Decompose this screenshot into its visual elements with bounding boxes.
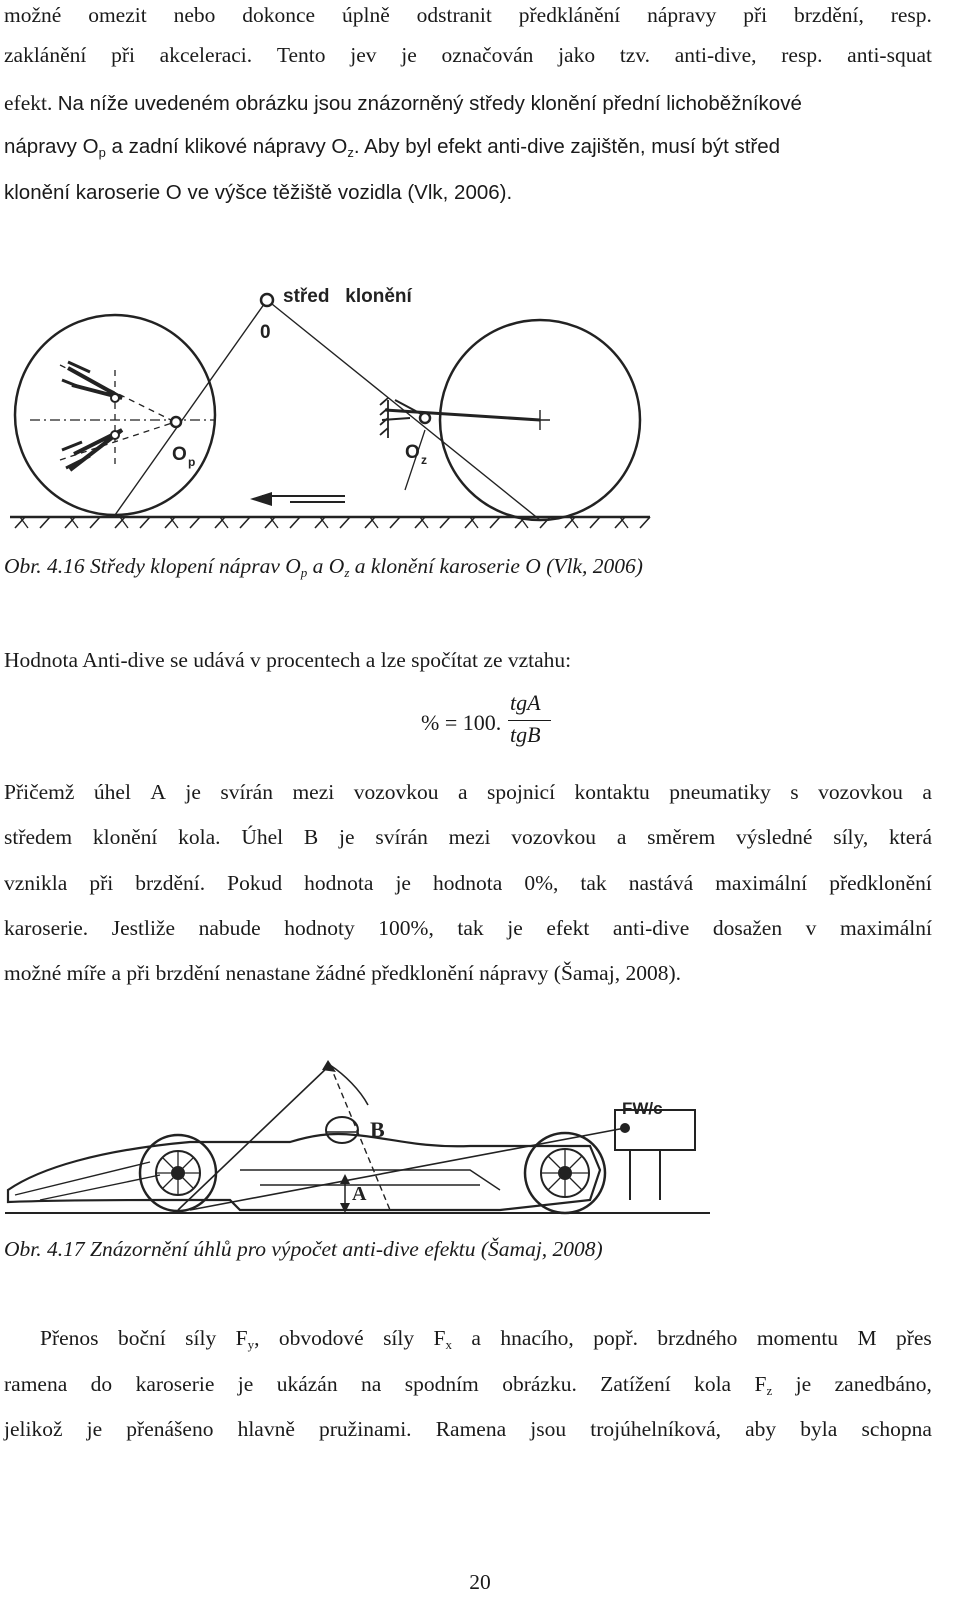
word: efekt <box>546 916 590 940</box>
word: na <box>361 1372 382 1396</box>
word: v <box>805 916 817 940</box>
word: síly, <box>833 825 869 849</box>
anti-dive-formula <box>421 690 588 770</box>
word: hodnota <box>304 871 374 895</box>
word: M <box>857 1326 877 1350</box>
label-pitch-centre: střed klonění <box>283 286 412 307</box>
word: Přičemž <box>4 780 75 804</box>
word: brzdění, <box>794 3 864 27</box>
word: anti-squat <box>847 43 932 67</box>
fraction-bar <box>508 720 551 721</box>
p1-line4: nápravy $O_p$ a zadní klikové nápravy $O_z$. Aby byl efekt anti-dive zajištěn, musí být střed <box>4 135 781 160</box>
word: Přenos <box>40 1326 99 1350</box>
word: vznikla <box>4 871 68 895</box>
p3-line5: možné míře a při brzdění nenastane žádné předklonění nápravy (Šamaj, 2008). <box>4 961 681 985</box>
svg-text:z: z <box>421 453 427 467</box>
formula-lhs: % = 100. <box>421 710 502 735</box>
word: klonění <box>92 825 158 849</box>
word: anti-dive, <box>674 43 757 67</box>
p4-line1 <box>40 1323 932 1353</box>
word: ramena <box>4 1372 68 1396</box>
word: nebo <box>173 3 216 27</box>
word: nabude <box>198 916 261 940</box>
word: Tento <box>276 43 326 67</box>
word: označován <box>441 43 534 67</box>
word: středem <box>4 825 73 849</box>
word: Jestliže <box>111 916 176 940</box>
word: $F_y$, <box>235 1326 260 1352</box>
word: a <box>457 780 468 804</box>
word: jako <box>558 43 596 67</box>
word: Úhel <box>241 825 284 849</box>
word: aby <box>745 1417 777 1441</box>
page-number: 20 <box>469 1570 491 1594</box>
word: je <box>395 871 411 895</box>
word: kola. <box>178 825 221 849</box>
word: hnacího, <box>500 1326 574 1350</box>
word: hlavně <box>237 1417 295 1441</box>
word: síly <box>383 1326 415 1350</box>
p3-line2 <box>4 822 932 852</box>
word: maximální <box>715 871 808 895</box>
word: brzdění. <box>135 871 206 895</box>
word: $F_x$ <box>433 1326 453 1352</box>
word: je <box>185 780 201 804</box>
word: akceleraci. <box>159 43 253 67</box>
word: směrem <box>647 825 716 849</box>
word: úplně <box>341 3 390 27</box>
word: při <box>743 3 768 27</box>
word: $F_z$ <box>754 1372 773 1398</box>
p3-line4 <box>4 913 932 943</box>
p4-line3 <box>4 1414 932 1444</box>
word: anti-dive <box>612 916 690 940</box>
word: je <box>795 1372 812 1396</box>
word: A <box>150 780 166 804</box>
word: je <box>401 43 417 67</box>
word: dosažen <box>712 916 783 940</box>
word: s <box>790 780 799 804</box>
p1-line3: efekt. Na níže uvedeném obrázku jsou znázorněný středy klonění přední lichoběžníkové <box>4 91 802 115</box>
formula-numerator: tgA <box>510 690 541 715</box>
p1-line5: klonění karoserie O ve výšce těžiště vozidla (Vlk, 2006). <box>4 181 513 204</box>
word: předklánění <box>518 3 621 27</box>
p1-line1 <box>4 0 932 30</box>
word: předklonění <box>829 871 932 895</box>
word: mezi <box>448 825 491 849</box>
label-op: O <box>172 444 187 465</box>
p4-line2 <box>4 1369 932 1399</box>
word: možné <box>4 3 62 27</box>
word: karoserie <box>135 1372 215 1396</box>
word: svírán <box>220 780 273 804</box>
figure-pitch-centres <box>0 270 660 540</box>
word: jelikož <box>4 1417 63 1441</box>
p1-line2 <box>4 40 932 70</box>
word: brzdného <box>657 1326 738 1350</box>
p2-line1: Hodnota Anti-dive se udává v procentech a lze spočítat ze vztahu: <box>4 648 572 672</box>
word: je <box>507 916 523 940</box>
label-angle-a: A <box>352 1183 367 1205</box>
p3-line3 <box>4 868 932 898</box>
word: B <box>303 825 319 849</box>
word: výsledné <box>735 825 813 849</box>
label-angle-b: B <box>370 1117 385 1142</box>
word: ukázán <box>276 1372 338 1396</box>
word: tzv. <box>619 43 651 67</box>
word: obvodové <box>278 1326 364 1350</box>
word: 100%, <box>378 916 434 940</box>
word: odstranit <box>416 3 492 27</box>
word: nastává <box>628 871 694 895</box>
figure-anti-dive-car <box>0 1050 720 1225</box>
word: síly <box>185 1326 217 1350</box>
word: mezi <box>292 780 335 804</box>
formula-denominator: tgB <box>510 722 541 747</box>
figure-caption-4-16: Obr. 4.16 Středy klopení náprav $O_p$ a $O_z$ a klonění karoserie O (Vlk, 2006) <box>4 554 643 580</box>
word: pružinami. <box>319 1417 412 1441</box>
word: zaklánění <box>4 43 87 67</box>
word: do <box>90 1372 113 1396</box>
word: schopna <box>861 1417 932 1441</box>
word: přes <box>895 1326 932 1350</box>
word: přenášeno <box>126 1417 214 1441</box>
word: Pokud <box>227 871 283 895</box>
label-o: 0 <box>260 322 271 343</box>
word: jsou <box>530 1417 567 1441</box>
word: spodním <box>404 1372 479 1396</box>
word: pneumatiky <box>669 780 771 804</box>
word: spojnicí <box>486 780 556 804</box>
word: zanedbáno, <box>834 1372 932 1396</box>
word: kontaktu <box>574 780 650 804</box>
word: tak <box>580 871 607 895</box>
word: hodnota <box>433 871 503 895</box>
word: maximální <box>839 916 932 940</box>
word: resp. <box>890 3 932 27</box>
word: 0%, <box>524 871 559 895</box>
word: při <box>89 871 114 895</box>
word: popř. <box>593 1326 639 1350</box>
word: hodnoty <box>284 916 355 940</box>
word: svírán <box>375 825 428 849</box>
word: trojúhelníková, <box>590 1417 721 1441</box>
word: momentu <box>756 1326 839 1350</box>
word: tak <box>457 916 484 940</box>
word: je <box>339 825 355 849</box>
word: obrázku. <box>502 1372 577 1396</box>
p3-line1 <box>4 777 932 807</box>
word: vozovkou <box>818 780 903 804</box>
label-oz: O <box>405 442 420 463</box>
word: kola <box>694 1372 732 1396</box>
word: vozovkou <box>511 825 597 849</box>
word: jev <box>350 43 377 67</box>
word: dokonce <box>242 3 316 27</box>
word: která <box>889 825 932 849</box>
word: a <box>922 780 932 804</box>
label-fw: FW/c <box>622 1099 663 1118</box>
svg-text:p: p <box>188 455 196 469</box>
word: boční <box>117 1326 166 1350</box>
word: je <box>237 1372 254 1396</box>
word: resp. <box>781 43 823 67</box>
word: nápravy <box>647 3 717 27</box>
figure-caption-4-17: Obr. 4.17 Znázornění úhlů pro výpočet anti-dive efektu (Šamaj, 2008) <box>4 1237 603 1261</box>
word: úhel <box>93 780 131 804</box>
word: byla <box>800 1417 838 1441</box>
word: Ramena <box>435 1417 507 1441</box>
word: vozovkou <box>353 780 439 804</box>
word: omezit <box>88 3 147 27</box>
word: a <box>616 825 627 849</box>
word: při <box>111 43 135 67</box>
word: je <box>86 1417 103 1441</box>
word: a <box>471 1326 481 1350</box>
word: Zatížení <box>600 1372 671 1396</box>
word: karoserie. <box>4 916 89 940</box>
